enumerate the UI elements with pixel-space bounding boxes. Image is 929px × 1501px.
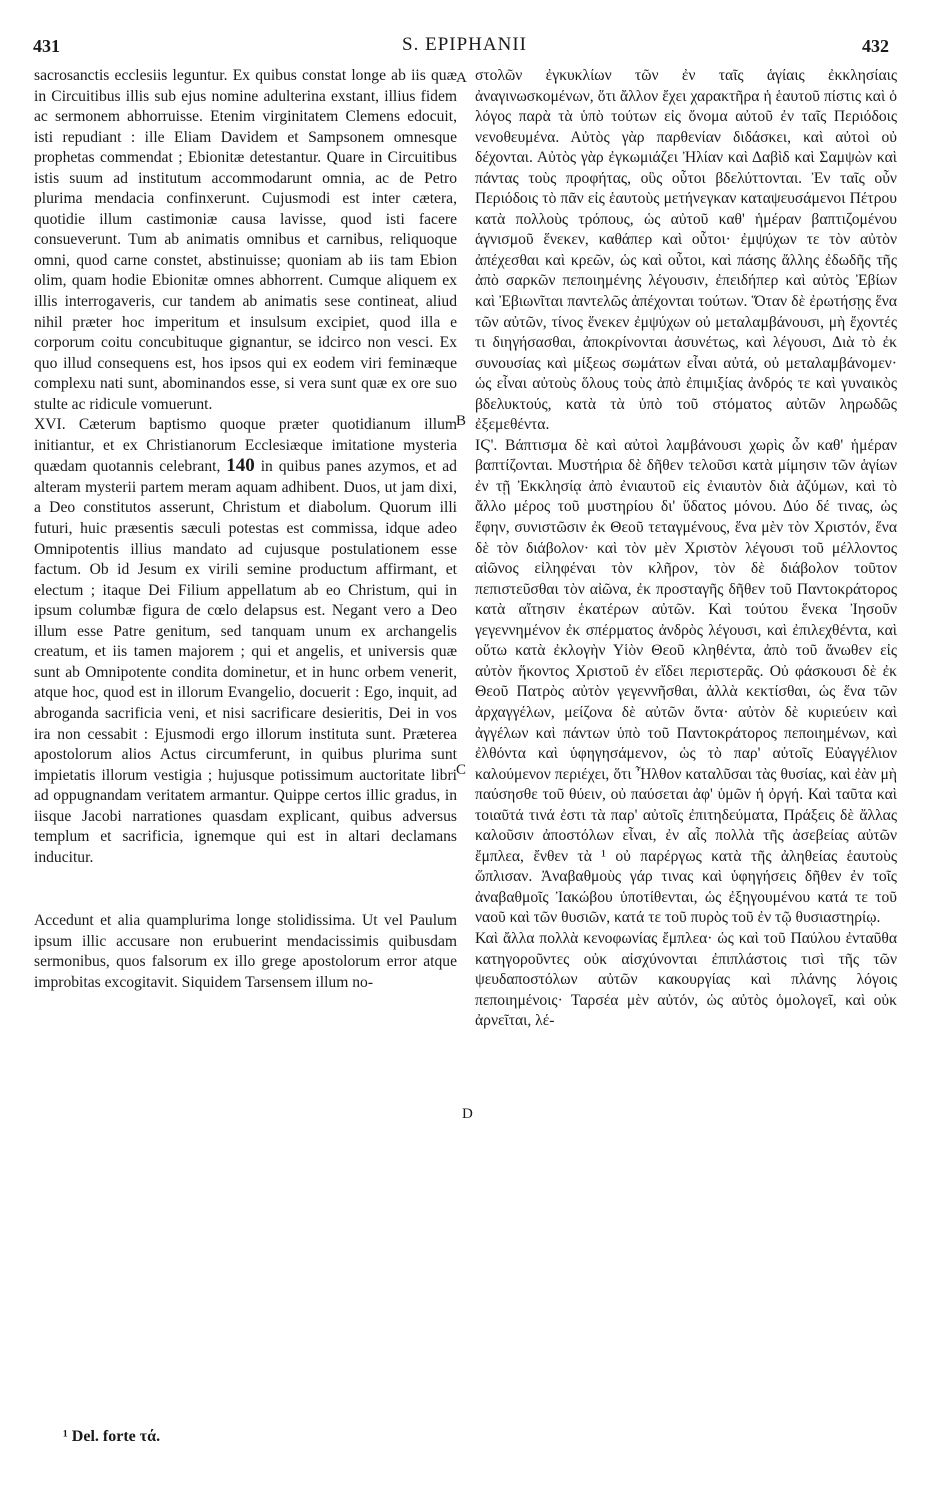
latin-paragraph-3: Accedunt et alia quamplurima longe stolidissima. Ut vel Paulum ipsum illic accusare non erubuerint mendacissimis quibusdam sermonibus, quos falsorum ex illo grege apostolorum error atque improbitas excogitavit. Siquidem Tarsensem illum no- [34,912,457,991]
latin-paragraph-2 [34,415,457,868]
margin-marker-b: B [456,413,467,429]
margin-marker-a: A [456,70,467,86]
page-number-left: 431 [33,36,60,56]
greek-paragraph-3: Καὶ ἄλλα πολλὰ κενοφωνίας ἔμπλεα· ὡς καὶ τοῦ Παύλου ἐνταῦθα κατηγοροῦντες οὐκ αἰσχύνονται ἐπιπλάστοις τισὶ τῆς τῶν ψευδαποστόλων αὐτῶν κακουργίας καὶ πλάνης λόγοις πεποιημένοις· Ταρσέα μὲν αὐτόν, ὡς αὐτὸς ὁμολογεῖ, καὶ οὐκ ἀρνεῖται, λέ- [475,929,897,1030]
running-title: S. EPIPHANII [402,34,527,55]
greek-paragraph-2: ΙϚ'. Βάπτισμα δὲ καὶ αὐτοὶ λαμβάνουσι χωρὶς ὧν καθ' ἡμέραν βαπτίζονται. Μυστήρια δὲ δῆθεν τελοῦσι κατὰ μίμησιν τῶν ἁγίων ἐν τῇ Ἐκκλησίᾳ ἀπὸ ἐνιαυτοῦ εἰς ἐνιαυτὸν διὰ ἀζύμων, καὶ τὸ ἄλλο μέρος τοῦ μυστηρίου δι' ὕδατος μόνου. Δύο δέ τινας, ὡς ἔφην, συνιστῶσιν ἐκ Θεοῦ τεταγμένους, ἕνα μὲν τὸν Χριστόν, ἕνα δὲ τὸν διάβολον· καὶ τὸν μὲν Χριστὸν λέγουσι τοῦ μέλλοντος αἰῶνος εἰληφέναι τὸν κλῆρον, τὸν δὲ διάβολον τοῦτον πεπιστεῦσθαι τὸν αἰῶνα, ἐκ προσταγῆς δῆθεν τοῦ Παντοκράτορος κατὰ αἴτησιν ἑκατέρων αὐτῶν. Καὶ τούτου ἕνεκα Ἰησοῦν γεγεννημένον ἐκ σπέρματος ἀνδρὸς λέγουσι, καὶ ἐπιλεχθέντα, καὶ οὕτω κατὰ ἐκλογὴν Υἱὸν Θεοῦ κληθέντα, ἀπὸ τοῦ ἄνωθεν εἰς αὐτὸν ἥκοντος Χριστοῦ ἐν εἴδει περιστερᾶς. Οὐ φάσκουσι δὲ ἐκ Θεοῦ Πατρὸς αὐτὸν γεγεννῆσθαι, ἀλλὰ κεκτίσθαι, ὡς ἕνα τῶν ἀρχαγγέλων, μείζονα δὲ αὐτῶν ὄντα· αὐτὸν δὲ κυριεύειν καὶ ἀγγέλων καὶ πάντων ὑπὸ τοῦ Παντοκράτορος πεποιημένων, καὶ ἐλθόντα καὶ ὑφηγησάμενον, ὡς τὸ παρ' αὐτοῖς Εὐαγγέλιον καλούμενον περιέχει, ὅτι Ἦλθον καταλῦσαι τὰς θυσίας, καὶ ἐὰν μὴ παύσησθε τοῦ θύειν, οὐ παύσεται ἀφ' ὑμῶν ἡ ὀργή. Καὶ ταῦτα καὶ τοιαῦτά τινά ἐστι τὰ παρ' αὐτοῖς ἐπιτηδεύματα, Πράξεις δὲ ἄλλας καλοῦσιν ἀποστόλων εἶναι, ἐν αἷς πολλὰ τῆς ἀσεβείας αὐτῶν ἔμπλεα, ἔνθεν τὰ ¹ οὐ παρέργως κατὰ τῆς ἀληθείας ἑαυτοὺς ὥπλισαν. Ἀναβαθμοὺς γάρ τινας καὶ ὑφηγήσεις δῆθεν ἐν τοῖς ἀναβαθμοῖς Ἰακώβου ὑποτίθενται, ὡς ἐξηγουμένου κατά τε τοῦ ναοῦ καὶ τῶν θυσιῶν, κατά τε τοῦ πυρὸς τοῦ ἐν τῷ θυσιαστηρίῳ. [475,436,897,927]
margin-marker-d: D [462,1106,473,1122]
latin-paragraph-2-start: XVI. Cæterum baptismo quoque præter quotidianum illum initiantur, et ex Christianorum Ecclesiæque imitatione mysteria quædam quotannis celebrant, [34,416,457,476]
latin-paragraph-1: sacrosanctis ecclesiis leguntur. Ex quibus constat longe ab iis quæ in Circuitibus illis sub ejus nomine adulterina exstant, illius fidem ac sermonem abhorruisse. Etenim virginitatem Clemens edocuit, isti repudiant : ille Eliam Davidem et Sampsonem omnesque prophetas commendat ; Ebionitæ detestantur. Quare in Circuitibus istis suum ad institutum accommodarunt omnia, ac de Petro plurima mendacia confinxerunt. Cujusmodi est inter cætera, quotidie illum castimoniæ causa lavisse, quod isti facere consueverunt. Tum ab animatis omnibus et carnibus, reliquoque omni, quod carne constet, abstinuisse; quoniam ab iis tam Ebion olim, quam hodie Ebionitæ omnes abhorrent. Cumque aliquem ex illis interrogaveris, cur tandem ab animatis sese contineat, aliud nihil præter hoc imperitum et insulsum excipiet, quod illa e corporum coitu concubituque gignantur, se idcirco non vesci. Ex quo illud consequens est, hos ipsos qui ex eodem viri feminæque complexu nati sunt, abominandos esse, si vera sunt quæ ex ore suo stulte ac ridicule vomuerunt. [34,67,457,413]
margin-marker-c: C [456,762,467,778]
greek-column [475,66,897,1032]
latin-column [34,66,457,994]
edition-page-number: 140 [226,455,255,477]
greek-paragraph-1: στολῶν ἐγκυκλίων τῶν ἐν ταῖς ἁγίαις ἐκκλησίαις ἀναγινωσκομένων, ὅτι ἄλλον ἔχει χαρακτῆρα ἡ ἑαυτοῦ πίστις καὶ ὁ λόγος παρὰ τὰ ὑπὸ τούτων εἰς ὄνομα αὐτοῦ ἐν ταῖς Περιόδοις νενοθευμένα. Αὐτὸς γὰρ παρθενίαν διδάσκει, καὶ αὐτοὶ οὐ δέχονται. Αὐτὸς γὰρ ἐγκωμιάζει Ἠλίαν καὶ Δαβὶδ καὶ Σαμψὼν καὶ πάντας τοὺς προφήτας, οὓς οὗτοι βδελύττονται. Ἐν ταῖς οὖν Περιόδοις τὸ πᾶν εἰς ἑαυτοὺς μετήνεγκαν καταψευσάμενοι Πέτρου κατὰ πολλοὺς τρόπους, ὡς αὐτοῦ καθ' ἡμέραν βαπτιζομένου ἁγνισμοῦ ἕνεκεν, καθάπερ καὶ οὗτοι· ἐμψύχων τε τὸν αὐτὸν ἀπέχεσθαι καὶ κρεῶν, ὡς καὶ οὗτοι, καὶ πάσης ἄλλης ἐδωδῆς τῆς ἀπὸ σαρκῶν πεποιημένης λέγουσιν, ἐπειδήπερ καὶ αὐτὸς Ἐβίων καὶ Ἐβιωνῖται παντελῶς ἀπέχονται τούτων. Ὅταν δὲ ἐρωτήσῃς ἕνα τῶν αὐτῶν, τίνος ἕνεκεν ἐμψύχων οὐ μεταλαμβάνουσι, μὴ ἔχοντές τι διηγήσασθαι, ἀποκρίνονται ἀσυνέτως, καὶ λέγουσι, Διὰ τὸ ἐκ συνουσίας καὶ μίξεως σωμάτων εἶναι αὐτά, οὐ μεταλαμβάνομεν· ὡς εἶναι αὐτοὺς ὅλους τοὺς ἀπὸ ἐπιμιξίας ἀνδρός τε καὶ γυναικὸς βδελυκτούς, κατὰ τὰ ὑπὸ τοῦ στόματος αὐτῶν ληρωδῶς ἐξεμεθέντα. [475,67,897,434]
latin-paragraph-2-end: in quibus panes azymos, et ad alteram mysterii partem meram aquam adhibent. Duos, ut jam dixi, a Deo constitutos asserunt, Christum et diabolum. Quorum illi futuri, huic præsentis sæculi potestas est commissa, idque adeo Omnipotentis illius mandato ad cujusque postulationem esse factum. Ob id Jesum ex virili semine productum affirmant, et electum ; itaque Dei Filium appellatum ab eo Christum, qui in ipsum columbæ figura de cœlo delapsus est. Negant vero a Deo illum esse Patre genitum, sed tanquam unum ex archangelis creatum, et iis tamen majorem ; qui et angelis, et universis quæ sunt ab Omnipotente condita dominetur, et in hunc orbem venerit, atque hoc, quod est in illorum Evangelio, docuerit : Ego, inquit, ad abroganda sacrificia veni, et nisi sacrificare desieritis, Dei in vos ira non cessabit : Ejusmodi ergo illorum instituta sunt. Præterea apostolorum alios Actus circumferunt, in quibus plurima sunt impietatis illorum vestigia ; hujusque potissimum auctoritate libri ad oppugnandam veritatem armantur. Quippe certos illic gradus, in iisque Jacobi narrationes quasdam explicant, quibus adversus templum et sacrificia, ignemque qui est in altari declamans inducitur. [34,458,457,866]
column-gap [34,868,457,911]
running-header [0,30,929,60]
footnote: ¹ Del. forte τά. [63,1428,161,1445]
page-number-right: 432 [862,36,889,56]
